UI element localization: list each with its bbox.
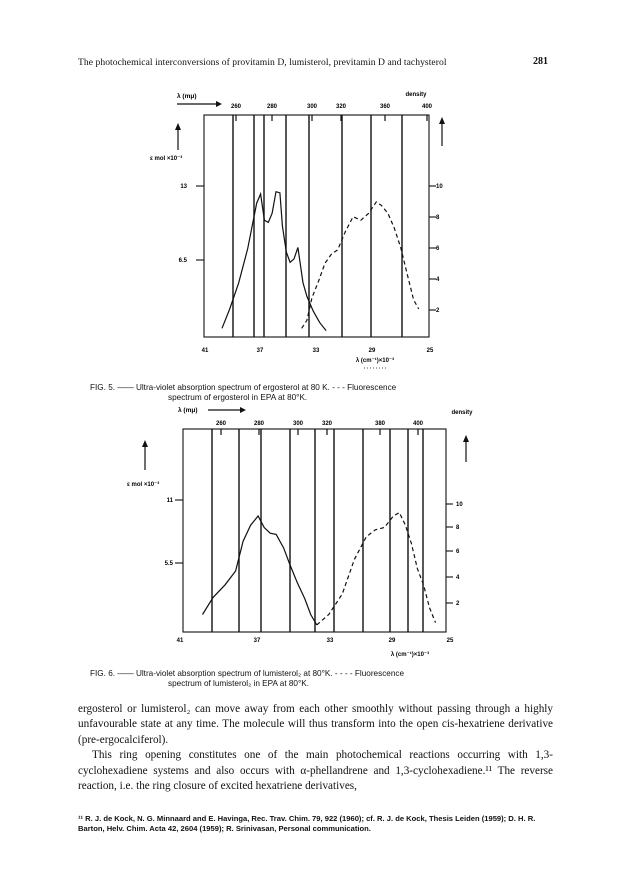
fig5-bottom-axis-label: λ (cm⁻¹)×10⁻³ (355, 358, 395, 364)
figure-5-chart (0, 80, 624, 410)
right-tick-label: 2 (436, 308, 440, 314)
right-tick-label: 8 (456, 525, 460, 531)
right-tick-label: 6 (456, 549, 460, 555)
right-tick-label: 4 (436, 277, 440, 283)
top-tick-label: 300 (292, 421, 304, 427)
fig5-gridlines (233, 115, 402, 337)
fig6-caption-line2: spectrum of lumisterol₂ in EPA at 80°K. (168, 678, 309, 688)
right-tick-label: 10 (436, 184, 443, 190)
left-tick-label: 13 (180, 184, 187, 190)
right-tick-label: 4 (456, 575, 460, 581)
fig6-left-axis-arrow-head (142, 440, 148, 447)
top-tick-label: 320 (335, 104, 347, 110)
fig5-left-ticks (179, 184, 204, 264)
paragraph-1: ergosterol or lumisterol₂ can move away from each other smoothly without passing through a highly unfavourable state at any time. The molecule will thus transform into the open cis-hexatriene derivative (pre-ergocalciferol). (78, 703, 553, 746)
fig6-top-ticks (216, 421, 424, 435)
bottom-tick-label: 33 (312, 348, 320, 354)
fig5-left-axis-arrow-head (175, 123, 181, 130)
fig6-caption-line1: FIG. 6. —— Ultra-violet absorption spectrum of lumisterol₂ at 80°K. - - - - Fluorescence (90, 669, 405, 678)
fig5-frame (204, 115, 429, 337)
fig6-gridlines (212, 429, 423, 632)
footnote: ¹¹ R. J. de Kock, N. G. Minnaard and E. Havinga, Rec. Trav. Chim. 79, 922 (1960); cf. R. J. de Kock, Thesis Leiden (1959); D. H. R. Barton, Helv. Chim. Acta 42, 2604 (1959); R. Srinivasan, Personal communication. (78, 814, 536, 833)
bottom-tick-label: 25 (446, 638, 454, 644)
fig6-top-axis-arrow-head (240, 407, 246, 413)
top-tick-label: 400 (412, 421, 424, 427)
fig5-left-axis-label: ε mol ×10⁻³ (150, 156, 183, 162)
fig6-right-axis-arrow-head (463, 435, 469, 442)
top-tick-label: 400 (421, 104, 433, 110)
top-tick-label: 260 (215, 421, 227, 427)
left-tick-label: 11 (166, 498, 173, 504)
fig6-left-axis-label: ε mol ×10⁻³ (127, 482, 160, 488)
bottom-tick-label: 41 (176, 638, 184, 644)
bottom-tick-label: 41 (201, 348, 209, 354)
bottom-tick-label: 25 (426, 348, 434, 354)
fig6-left-ticks (165, 498, 183, 567)
fig6-right-axis-label: density (451, 410, 473, 416)
fig5-right-ticks (429, 184, 443, 314)
bottom-tick-label: 37 (256, 348, 264, 354)
left-tick-label: 6.5 (178, 258, 187, 264)
right-tick-label: 10 (456, 502, 463, 508)
fig5-caption-line2: spectrum of ergosterol in EPA at 80°K. (168, 392, 308, 402)
figure-6-chart (0, 400, 624, 700)
top-tick-label: 280 (253, 421, 265, 427)
left-tick-label: 5.5 (164, 561, 173, 567)
fig5-top-axis-arrow-head (216, 101, 222, 107)
top-tick-label: 380 (374, 421, 386, 427)
fig5-top-axis-label: λ (mμ) (177, 93, 197, 100)
paragraph-2: This ring opening constitutes one of the main photochemical reactions occurring with 1,3-cyclohexadiene systems and also occurs with α-phellandrene and 1,3-cyclohexadiene.¹¹ The reverse reaction, i.e. the ring closure of excited hexatriene derivatives, (78, 749, 553, 793)
top-tick-label: 300 (306, 104, 318, 110)
body-text (78, 702, 553, 794)
fig6-absorption-series (203, 516, 317, 625)
right-tick-label: 2 (456, 601, 460, 607)
fig5-bottom-ticks (202, 348, 434, 354)
bottom-tick-label: 33 (326, 638, 334, 644)
top-tick-label: 260 (230, 104, 242, 110)
bottom-tick-label: 29 (368, 348, 376, 354)
fig6-bottom-axis-label: λ (cm⁻¹)×10⁻³ (390, 652, 430, 658)
top-tick-label: 280 (266, 104, 278, 110)
fig5-right-axis-label: density (405, 92, 427, 98)
fig6-top-axis-label: λ (mμ) (178, 407, 198, 414)
top-tick-label: 320 (321, 421, 333, 427)
right-tick-label: 6 (436, 246, 440, 252)
bottom-tick-label: 37 (253, 638, 261, 644)
fig5-right-axis-arrow-head (439, 117, 445, 124)
figure-6-caption (90, 669, 540, 688)
fig6-right-ticks (446, 502, 463, 607)
fig5-caption-line1: FIG. 5. —— Ultra-violet absorption spectrum of ergosterol at 80 K. - - - Fluorescence (90, 383, 397, 392)
running-title: The photochemical interconversions of provitamin D, lumisterol, previtamin D and tachysterol (78, 57, 447, 68)
fig5-absorption-series (222, 192, 326, 331)
bottom-tick-label: 29 (388, 638, 396, 644)
right-tick-label: 8 (436, 215, 440, 221)
page-number: 281 (533, 56, 548, 67)
fig6-bottom-ticks (177, 638, 454, 644)
fig5-fluorescence-series (302, 202, 419, 328)
top-tick-label: 360 (379, 104, 391, 110)
